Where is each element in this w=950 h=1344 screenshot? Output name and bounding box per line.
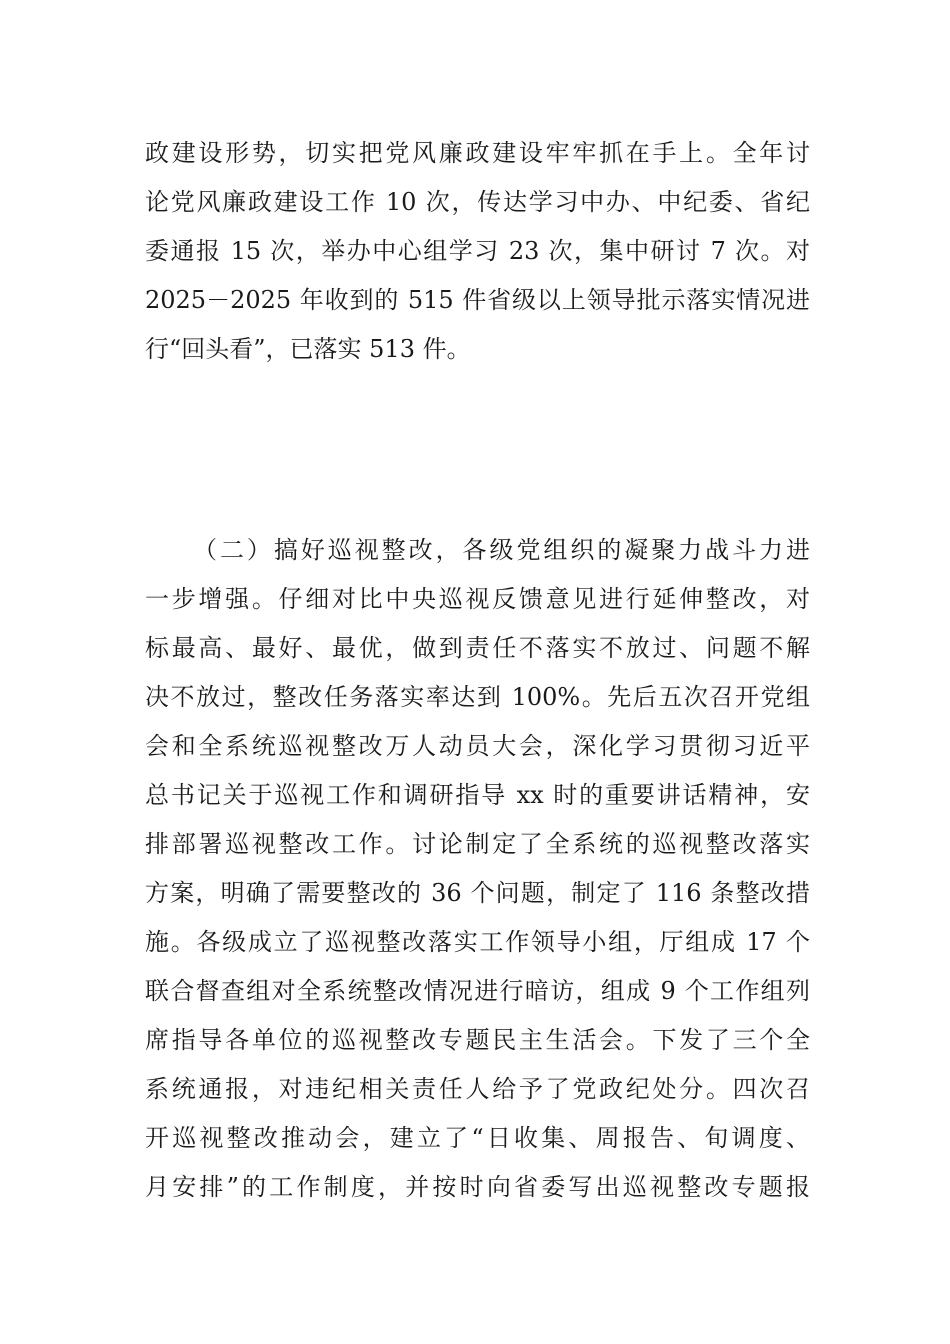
paragraph-line: 开巡视整改推动会，建立了“日收集、周报告、旬调度、 <box>145 1124 810 1152</box>
paragraph-line: 行“回头看”，已落实 513 件。 <box>145 335 471 363</box>
paragraph-line: 席指导各单位的巡视整改专题民主生活会。下发了三个全 <box>145 1026 810 1054</box>
paragraph-line: 联合督查组对全系统整改情况进行暗访，组成 9 个工作组列 <box>145 977 810 1005</box>
paragraph-line: 月安排”的工作制度，并按时向省委写出巡视整改专题报 <box>145 1173 810 1201</box>
paragraph-line: （二）搞好巡视整改，各级党组织的凝聚力战斗力进 <box>193 536 810 564</box>
paragraph-line: 政建设形势，切实把党风廉政建设牢牢抓在手上。全年讨 <box>145 139 810 167</box>
paragraph-line: 方案，明确了需要整改的 36 个问题，制定了 116 条整改措 <box>145 879 810 907</box>
paragraph-line: 委通报 15 次，举办中心组学习 23 次，集中研讨 7 次。对 <box>145 237 810 265</box>
paragraph-line: 一步增强。仔细对比中央巡视反馈意见进行延伸整改，对 <box>145 585 810 613</box>
paragraph-line: 总书记关于巡视工作和调研指导 xx 时的重要讲话精神，安 <box>145 781 810 809</box>
paragraph-line: 论党风廉政建设工作 10 次，传达学习中办、中纪委、省纪 <box>145 188 810 216</box>
paragraph-line: 决不放过，整改任务落实率达到 100%。先后五次召开党组 <box>145 683 810 711</box>
paragraph-line: 2025－2025 年收到的 515 件省级以上领导批示落实情况进 <box>145 286 810 314</box>
paragraph-line: 系统通报，对违纪相关责任人给予了党政纪处分。四次召 <box>145 1075 810 1103</box>
paragraph-line: 会和全系统巡视整改万人动员大会，深化学习贯彻习近平 <box>145 732 810 760</box>
paragraph-line: 标最高、最好、最优，做到责任不落实不放过、问题不解 <box>145 634 810 662</box>
paragraph-line: 施。各级成立了巡视整改落实工作领导小组，厅组成 17 个 <box>145 928 810 956</box>
paragraph-line: 排部署巡视整改工作。讨论制定了全系统的巡视整改落实 <box>145 830 810 858</box>
